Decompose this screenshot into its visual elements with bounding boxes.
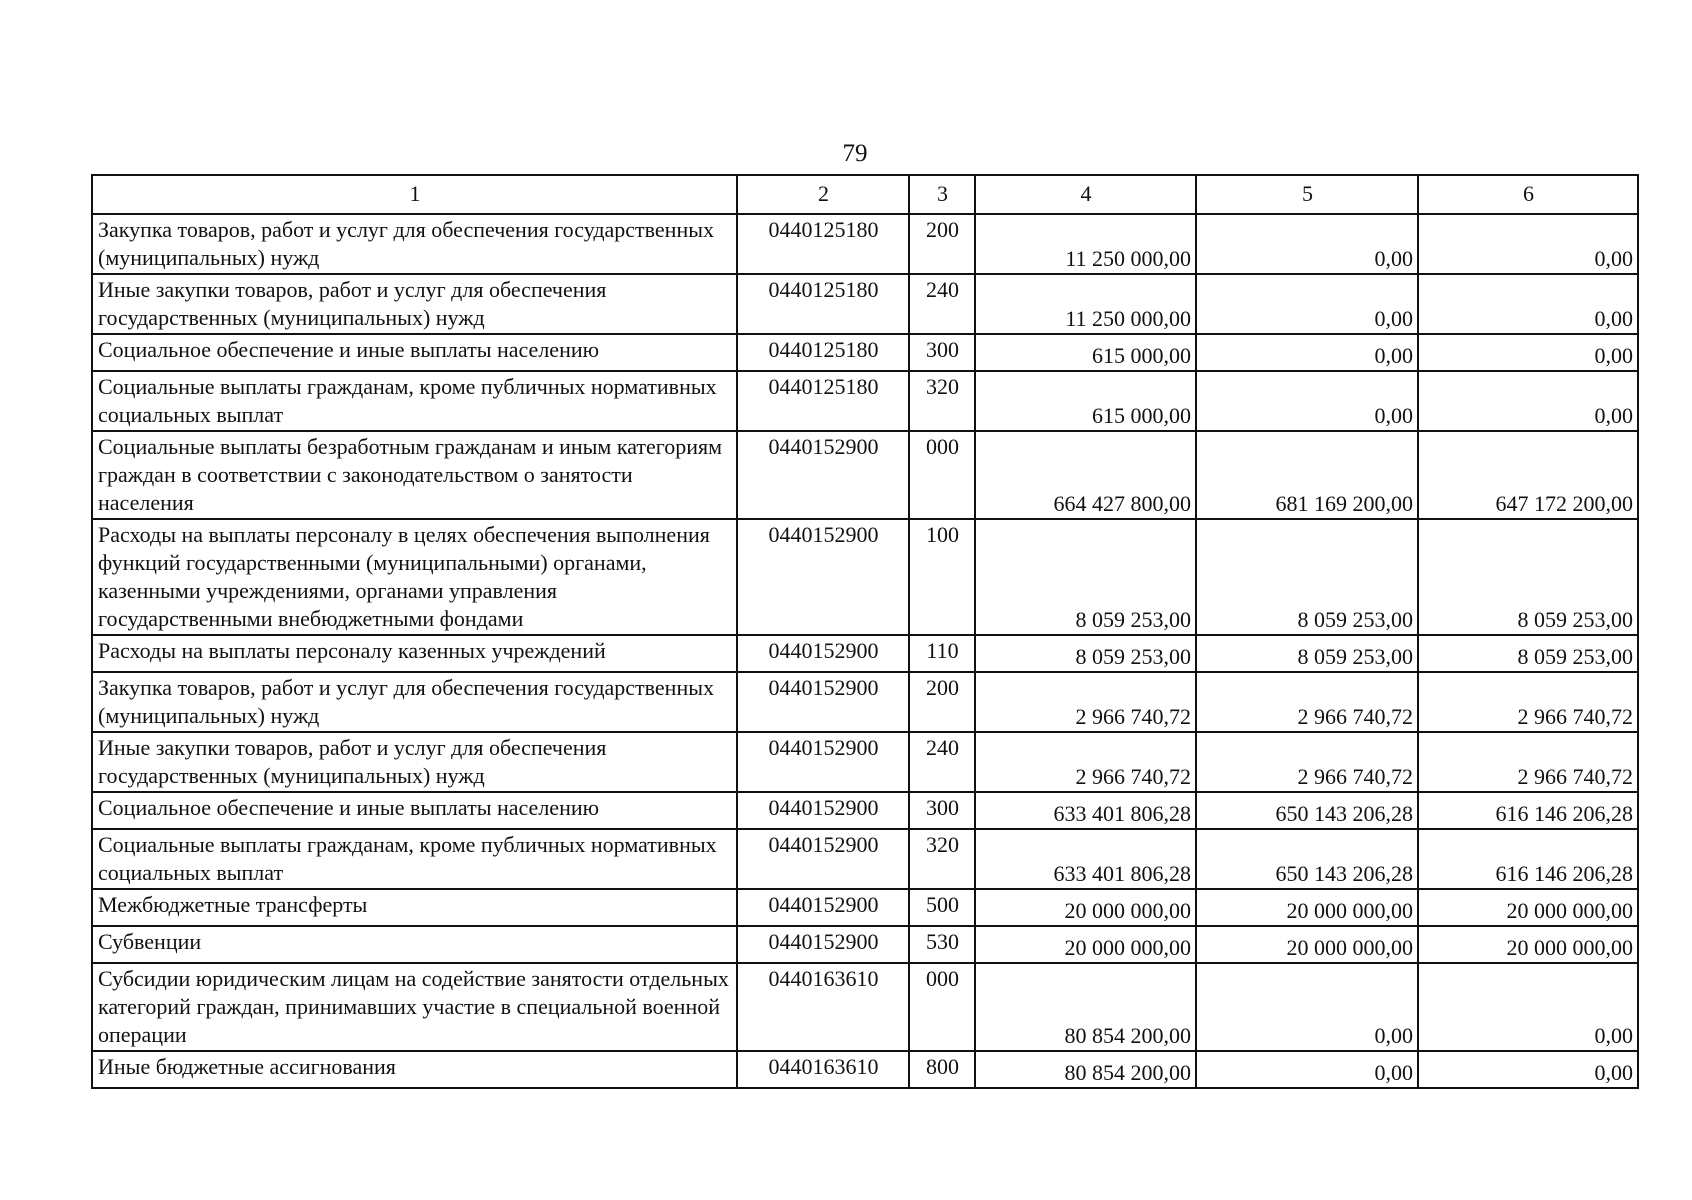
row-target-code: 0440152900 — [737, 672, 909, 732]
row-name: Расходы на выплаты персоналу казенных учреждений — [92, 635, 737, 672]
row-value-col4: 11 250 000,00 — [975, 214, 1196, 274]
row-value-col5: 0,00 — [1196, 214, 1418, 274]
row-value-col5: 20 000 000,00 — [1196, 926, 1418, 963]
row-expense-type: 000 — [909, 963, 975, 1051]
row-target-code: 0440152900 — [737, 829, 909, 889]
row-value-col5: 650 143 206,28 — [1196, 792, 1418, 829]
row-target-code: 0440152900 — [737, 635, 909, 672]
row-name: Субсидии юридическим лицам на содействие занятости отдельных категорий граждан, принимавших участие в специальной военной операции — [92, 963, 737, 1051]
row-expense-type: 240 — [909, 274, 975, 334]
table-row — [92, 371, 1638, 431]
row-name: Расходы на выплаты персоналу в целях обеспечения выполнения функций государственными (муниципальными) органами, казенными учреждениями, органами управления государственными внебюджетными фондами — [92, 519, 737, 635]
row-value-col6: 0,00 — [1418, 274, 1638, 334]
row-value-col5: 2 966 740,72 — [1196, 732, 1418, 792]
row-target-code: 0440152900 — [737, 519, 909, 635]
row-value-col4: 80 854 200,00 — [975, 963, 1196, 1051]
row-value-col5: 0,00 — [1196, 371, 1418, 431]
row-expense-type: 000 — [909, 431, 975, 519]
row-value-col6: 8 059 253,00 — [1418, 519, 1638, 635]
row-name: Иные бюджетные ассигнования — [92, 1051, 737, 1088]
row-value-col5: 0,00 — [1196, 1051, 1418, 1088]
row-value-col5: 20 000 000,00 — [1196, 889, 1418, 926]
row-value-col4: 2 966 740,72 — [975, 672, 1196, 732]
row-value-col6: 0,00 — [1418, 963, 1638, 1051]
table-row — [92, 792, 1638, 829]
page-number: 79 — [842, 140, 868, 167]
row-value-col6: 20 000 000,00 — [1418, 889, 1638, 926]
row-target-code: 0440163610 — [737, 963, 909, 1051]
row-target-code: 0440125180 — [737, 214, 909, 274]
row-name: Социальные выплаты гражданам, кроме публичных нормативных социальных выплат — [92, 371, 737, 431]
row-value-col5: 681 169 200,00 — [1196, 431, 1418, 519]
row-expense-type: 800 — [909, 1051, 975, 1088]
row-value-col6: 0,00 — [1418, 371, 1638, 431]
row-value-col4: 615 000,00 — [975, 371, 1196, 431]
row-value-col4: 20 000 000,00 — [975, 926, 1196, 963]
row-value-col6: 616 146 206,28 — [1418, 792, 1638, 829]
table-row — [92, 334, 1638, 371]
table-row — [92, 635, 1638, 672]
row-value-col4: 80 854 200,00 — [975, 1051, 1196, 1088]
row-name: Иные закупки товаров, работ и услуг для обеспечения государственных (муниципальных) нужд — [92, 274, 737, 334]
row-expense-type: 200 — [909, 672, 975, 732]
row-expense-type: 100 — [909, 519, 975, 635]
row-value-col5: 0,00 — [1196, 334, 1418, 371]
row-value-col5: 2 966 740,72 — [1196, 672, 1418, 732]
row-value-col5: 0,00 — [1196, 963, 1418, 1051]
row-name: Закупка товаров, работ и услуг для обеспечения государственных (муниципальных) нужд — [92, 214, 737, 274]
row-value-col4: 633 401 806,28 — [975, 829, 1196, 889]
row-expense-type: 320 — [909, 829, 975, 889]
budget-table — [91, 174, 1639, 1089]
table-row — [92, 274, 1638, 334]
column-header-4: 4 — [975, 175, 1196, 214]
row-value-col6: 0,00 — [1418, 334, 1638, 371]
row-name: Социальные выплаты безработным гражданам и иным категориям граждан в соответствии с законодательством о занятости населения — [92, 431, 737, 519]
row-expense-type: 200 — [909, 214, 975, 274]
table-row — [92, 829, 1638, 889]
row-expense-type: 500 — [909, 889, 975, 926]
row-expense-type: 110 — [909, 635, 975, 672]
row-name: Социальное обеспечение и иные выплаты населению — [92, 792, 737, 829]
table-row — [92, 963, 1638, 1051]
table-row — [92, 926, 1638, 963]
row-name: Межбюджетные трансферты — [92, 889, 737, 926]
column-header-6: 6 — [1418, 175, 1638, 214]
row-value-col4: 633 401 806,28 — [975, 792, 1196, 829]
row-value-col4: 8 059 253,00 — [975, 635, 1196, 672]
row-value-col4: 11 250 000,00 — [975, 274, 1196, 334]
row-name: Субвенции — [92, 926, 737, 963]
table-row — [92, 431, 1638, 519]
row-expense-type: 300 — [909, 334, 975, 371]
row-value-col5: 650 143 206,28 — [1196, 829, 1418, 889]
row-target-code: 0440152900 — [737, 889, 909, 926]
table-row — [92, 889, 1638, 926]
column-header-2: 2 — [737, 175, 909, 214]
row-value-col6: 20 000 000,00 — [1418, 926, 1638, 963]
column-header-3: 3 — [909, 175, 975, 214]
row-target-code: 0440152900 — [737, 431, 909, 519]
row-target-code: 0440152900 — [737, 732, 909, 792]
row-target-code: 0440152900 — [737, 792, 909, 829]
table-row — [92, 519, 1638, 635]
row-expense-type: 300 — [909, 792, 975, 829]
row-value-col5: 8 059 253,00 — [1196, 635, 1418, 672]
table-row — [92, 214, 1638, 274]
table-row — [92, 1051, 1638, 1088]
row-value-col6: 0,00 — [1418, 214, 1638, 274]
row-value-col6: 2 966 740,72 — [1418, 732, 1638, 792]
row-target-code: 0440152900 — [737, 926, 909, 963]
row-expense-type: 320 — [909, 371, 975, 431]
row-target-code: 0440163610 — [737, 1051, 909, 1088]
row-expense-type: 240 — [909, 732, 975, 792]
column-header-5: 5 — [1196, 175, 1418, 214]
row-value-col5: 0,00 — [1196, 274, 1418, 334]
column-header-1: 1 — [92, 175, 737, 214]
row-name: Иные закупки товаров, работ и услуг для обеспечения государственных (муниципальных) нужд — [92, 732, 737, 792]
row-value-col4: 8 059 253,00 — [975, 519, 1196, 635]
row-name: Социальное обеспечение и иные выплаты населению — [92, 334, 737, 371]
table-row — [92, 732, 1638, 792]
row-value-col4: 2 966 740,72 — [975, 732, 1196, 792]
table-body — [92, 214, 1638, 1088]
row-value-col6: 616 146 206,28 — [1418, 829, 1638, 889]
row-value-col6: 0,00 — [1418, 1051, 1638, 1088]
row-value-col5: 8 059 253,00 — [1196, 519, 1418, 635]
row-value-col4: 615 000,00 — [975, 334, 1196, 371]
row-target-code: 0440125180 — [737, 274, 909, 334]
header-row — [92, 175, 1638, 214]
table-row — [92, 672, 1638, 732]
row-name: Закупка товаров, работ и услуг для обеспечения государственных (муниципальных) нужд — [92, 672, 737, 732]
row-value-col6: 647 172 200,00 — [1418, 431, 1638, 519]
row-target-code: 0440125180 — [737, 371, 909, 431]
row-value-col6: 8 059 253,00 — [1418, 635, 1638, 672]
row-expense-type: 530 — [909, 926, 975, 963]
row-value-col4: 20 000 000,00 — [975, 889, 1196, 926]
row-name: Социальные выплаты гражданам, кроме публичных нормативных социальных выплат — [92, 829, 737, 889]
row-target-code: 0440125180 — [737, 334, 909, 371]
row-value-col4: 664 427 800,00 — [975, 431, 1196, 519]
row-value-col6: 2 966 740,72 — [1418, 672, 1638, 732]
